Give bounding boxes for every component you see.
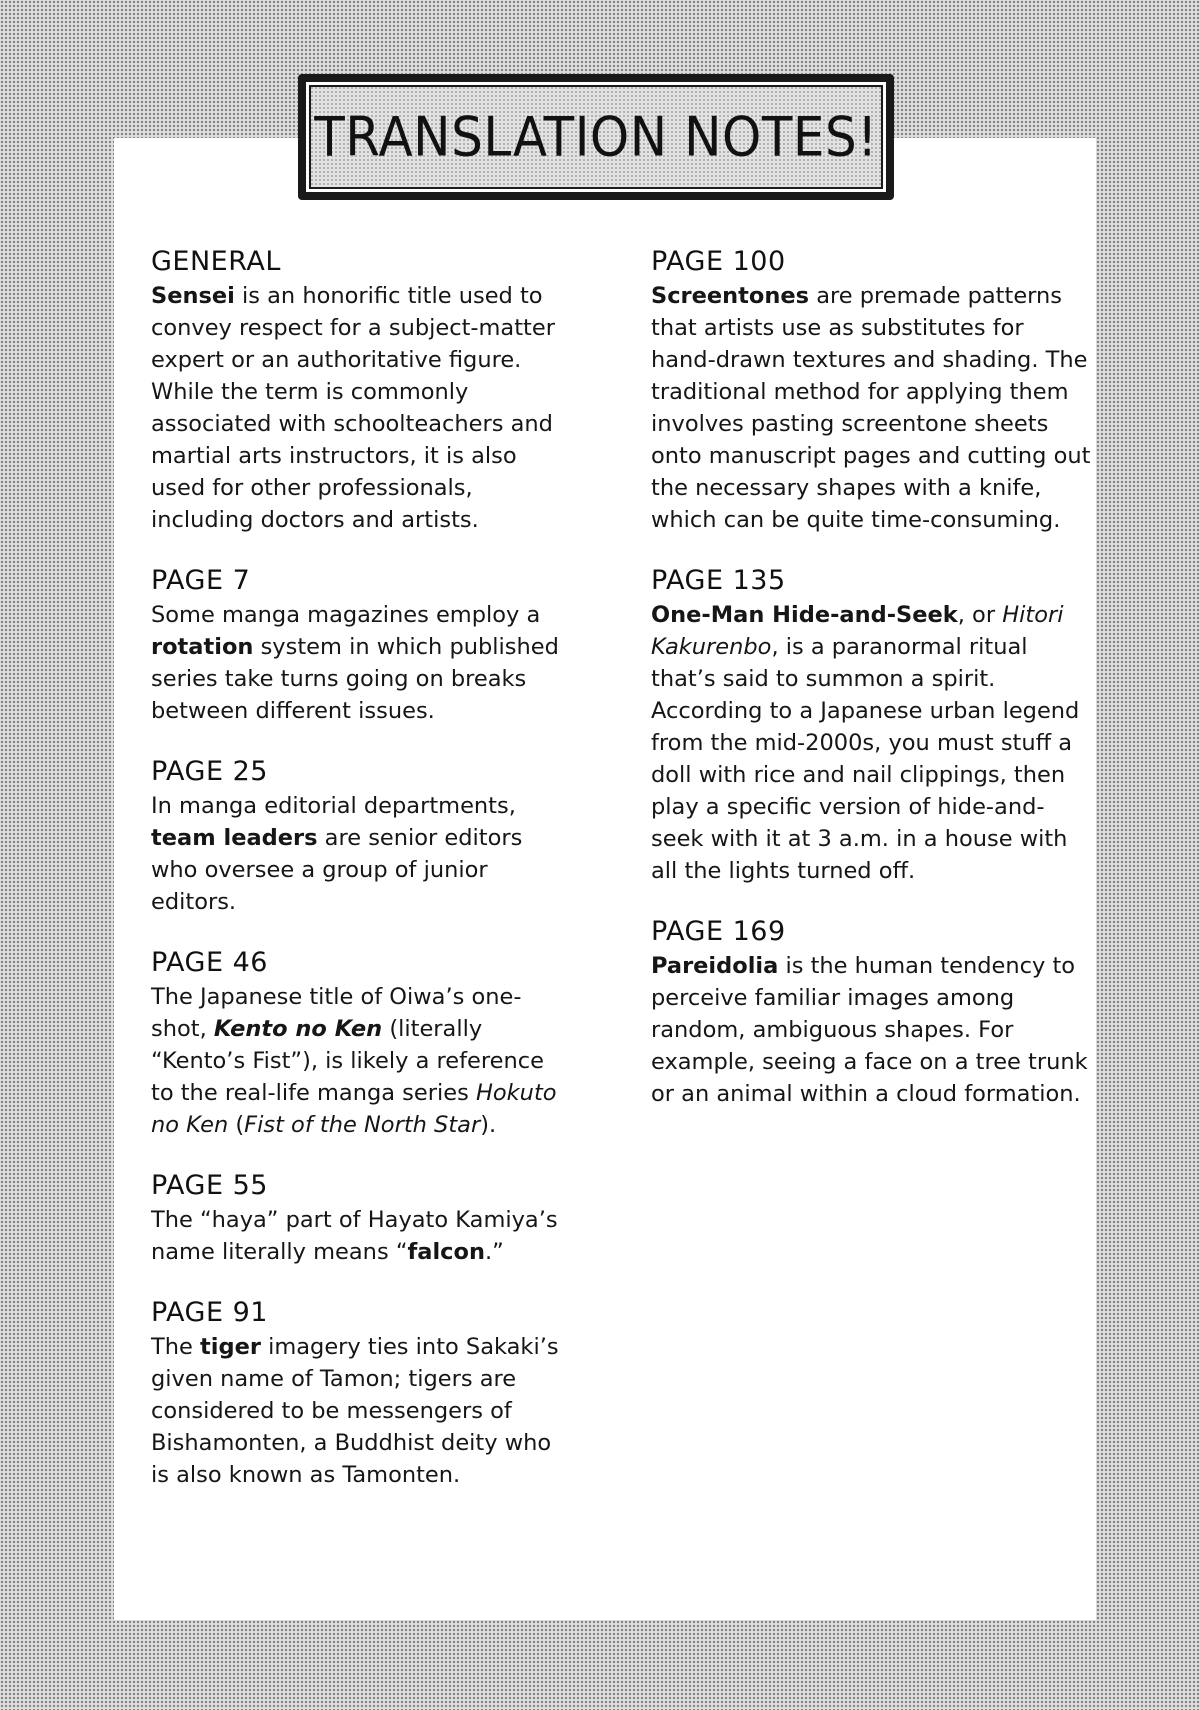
body-text: is the human tendency to perceive familiar images among random, ambiguous shapes. For example, seeing a face on a tree trunk or an animal within a cloud formation. — [651, 953, 1088, 1107]
note-heading: PAGE 25 — [151, 756, 268, 787]
note-heading: GENERAL — [151, 246, 281, 277]
note-body — [151, 280, 571, 536]
right-column — [651, 244, 1091, 1137]
emphasis-text: Screentones — [651, 283, 810, 309]
note-heading: PAGE 91 — [151, 1297, 268, 1328]
emphasis-text: Hokuto no Ken — [151, 1080, 557, 1138]
emphasis-text: tiger — [200, 1334, 261, 1360]
note-body — [651, 599, 1091, 887]
body-text: are senior editors who oversee a group of junior editors. — [151, 825, 523, 915]
note-page-46 — [151, 945, 571, 1141]
note-page-169 — [651, 914, 1091, 1110]
note-heading: PAGE 100 — [651, 246, 786, 277]
body-text: Some manga magazines employ a — [151, 602, 541, 628]
note-general — [151, 244, 571, 536]
note-body — [151, 1204, 571, 1268]
note-body — [151, 1331, 571, 1491]
note-heading: PAGE 169 — [651, 916, 786, 947]
note-body — [651, 280, 1091, 536]
note-heading: PAGE 46 — [151, 947, 268, 978]
body-text: , or — [957, 602, 1003, 628]
body-text: imagery ties into Sakaki’s given name of Tamon; tigers are considered to be messengers of Bishamonten, a Buddhist deity who is also known as Tamonten. — [151, 1334, 559, 1488]
note-page-55 — [151, 1168, 571, 1268]
body-text: are premade patterns that artists use as substitutes for hand-drawn textures and shading. The traditional method for applying them involves pasting screentone sheets onto manuscript pages and cutting out the necessary shapes with a knife, which can be quite time-consuming. — [651, 283, 1091, 533]
page-title: TRANSLATION NOTES! — [314, 105, 878, 169]
note-heading: PAGE 135 — [651, 565, 786, 596]
body-text: The “haya” part of Hayato Kamiya’s name literally means “ — [151, 1207, 558, 1265]
emphasis-text: team leaders — [151, 825, 318, 851]
note-body — [151, 790, 571, 918]
emphasis-text: rotation — [151, 634, 254, 660]
left-column — [151, 244, 571, 1518]
body-text: ). — [480, 1112, 497, 1138]
note-body — [151, 981, 571, 1141]
body-text: The — [151, 1334, 200, 1360]
note-body — [151, 599, 571, 727]
title-box — [298, 74, 894, 200]
body-text: In manga editorial departments, — [151, 793, 516, 819]
note-page-25 — [151, 754, 571, 918]
body-text: .” — [484, 1239, 504, 1265]
note-page-100 — [651, 244, 1091, 536]
note-heading: PAGE 55 — [151, 1170, 268, 1201]
emphasis-text: falcon — [407, 1239, 485, 1265]
body-text: ( — [228, 1112, 245, 1138]
note-body — [651, 950, 1091, 1110]
body-text: (literally “Kento’s Fist”), is likely a reference to the real-life manga series — [151, 1016, 544, 1106]
body-text: system in which published series take turns going on breaks between different issues. — [151, 634, 559, 724]
emphasis-text: One-Man Hide-and-Seek — [651, 602, 958, 628]
emphasis-text: Fist of the North Star — [244, 1112, 481, 1138]
body-text: , is a paranormal ritual that’s said to summon a spirit. According to a Japanese urban legend from the mid-2000s, you must stuff a doll with rice and nail clippings, then play a specific version of hide-and-seek with it at 3 a.m. in a house with all the lights turned off. — [651, 634, 1080, 884]
emphasis-text: Pareidolia — [651, 953, 779, 979]
note-page-7 — [151, 563, 571, 727]
note-page-135 — [651, 563, 1091, 887]
emphasis-text: Hitori Kakurenbo — [651, 602, 1064, 660]
body-text: is an honorific title used to convey respect for a subject-matter expert or an authoritative figure. While the term is commonly associated with schoolteachers and martial arts instructors, it is also used for other professionals, including doctors and artists. — [151, 283, 555, 533]
emphasis-text: Sensei — [151, 283, 235, 309]
emphasis-text: Kento no Ken — [213, 1016, 383, 1042]
body-text: The Japanese title of Oiwa’s one-shot, — [151, 984, 522, 1042]
note-heading: PAGE 7 — [151, 565, 251, 596]
note-page-91 — [151, 1295, 571, 1491]
